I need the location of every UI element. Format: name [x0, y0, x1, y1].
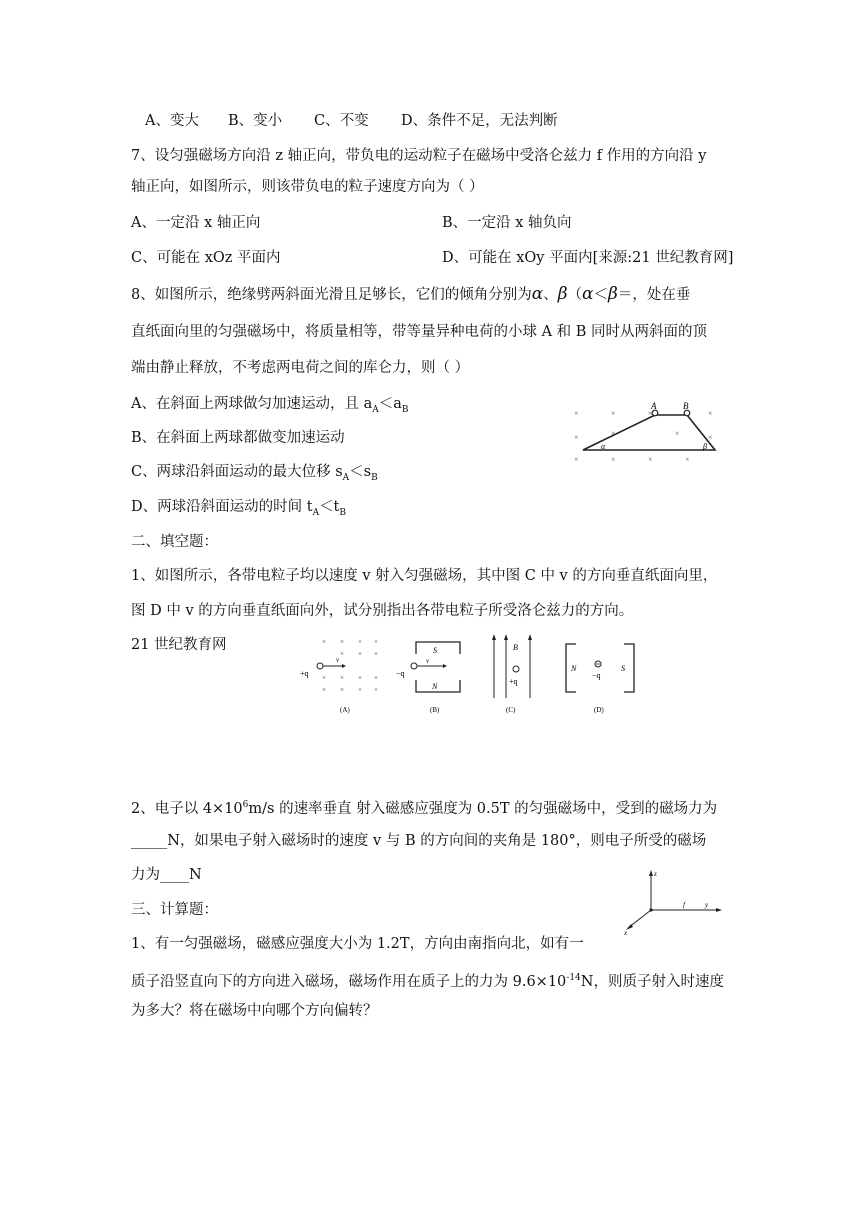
q7-stem-line1: 7、设匀强磁场方向沿 z 轴正向，带负电的运动粒子在磁场中受洛仑兹力 f 作用的方向沿 y	[131, 148, 707, 164]
q6-option-b: B、变小	[228, 113, 283, 129]
svg-text:×: ×	[340, 650, 344, 658]
svg-text:×: ×	[322, 674, 326, 682]
charge-label-d: −q	[592, 671, 601, 680]
figure-d	[566, 644, 634, 714]
charge-label-a: +q	[300, 669, 309, 678]
label-b: B	[683, 401, 689, 411]
q6-option-c: C、不变	[314, 113, 369, 129]
caption-b: (B)	[430, 706, 440, 714]
pole-n-label-d: N	[571, 664, 577, 673]
calc-q1-text-end: N，则质子射入时速度	[580, 973, 724, 990]
q7-stem-line2: 轴正向，如图所示，则该带负电的粒子速度方向为（ ）	[131, 179, 484, 195]
magnetic-field-crosses	[574, 409, 713, 464]
fill-q2-text-end: m/s 的速率垂直 射入磁感应强度为 0.5T 的匀强磁场中，受到的磁场力为	[248, 800, 718, 817]
svg-text:×: ×	[322, 638, 326, 646]
svg-text:×: ×	[611, 409, 616, 418]
q8-option-a	[131, 394, 409, 420]
wedge-figure	[568, 400, 728, 466]
q6-option-d: D、条件不足，无法判断	[401, 113, 558, 129]
subscript-a: A	[342, 472, 350, 483]
axis-z-label: z	[654, 870, 657, 878]
q7-option-c: C、可能在 xOz 平面内	[131, 250, 281, 266]
svg-text:×: ×	[685, 455, 690, 464]
q8-option-c	[131, 462, 378, 488]
caption-c: (C)	[506, 706, 516, 714]
svg-text:×: ×	[374, 650, 378, 658]
field-label-c: B	[513, 643, 518, 652]
q8-option-a-lt: ＜a	[378, 396, 402, 412]
q8-option-c-lt: ＜s	[349, 464, 372, 480]
subscript-a: A	[312, 507, 320, 518]
figure-a	[300, 638, 378, 714]
q8-option-b: B、在斜面上两球都做变加速运动	[131, 430, 345, 446]
q7-option-a: A、一定沿 x 轴正向	[131, 215, 261, 231]
fill-q1-line2: 图 D 中 v 的方向垂直纸面向外，试分别指出各带电粒子所受洛仑兹力的方向。	[131, 603, 634, 619]
label-a: A	[651, 401, 657, 411]
q8-stem-text: 8、如图所示，绝缘劈两斜面光滑且足够长，它们的倾角分别为	[131, 287, 532, 303]
charge-label-c: +q	[509, 677, 518, 686]
axis-x-label: x	[624, 929, 628, 936]
q8-sep: 、	[543, 287, 558, 303]
caption-a: (A)	[340, 706, 350, 714]
force-label: f	[683, 901, 685, 909]
svg-text:×: ×	[374, 686, 378, 694]
beta-angle-label: β	[703, 442, 707, 451]
svg-text:×: ×	[358, 638, 362, 646]
q8-stem-line2: 直纸面向里的匀强磁场中，将质量相等，带等量异种电荷的小球 A 和 B 同时从两斜面的顶	[131, 324, 708, 340]
fill-q2-line2: _____N，如果电子射入磁场时的速度 v 与 B 的方向间的夹角是 180°，则电子所受的磁场	[131, 833, 707, 849]
alpha-symbol-2: α	[582, 284, 594, 304]
svg-text:×: ×	[611, 455, 616, 464]
q7-option-b: B、一定沿 x 轴负向	[442, 215, 572, 231]
svg-text:×: ×	[358, 674, 362, 682]
svg-text:×: ×	[340, 638, 344, 646]
svg-text:×: ×	[374, 674, 378, 682]
q8-open-paren: （	[567, 287, 583, 303]
svg-text:×: ×	[648, 455, 653, 464]
charge-label-b: −q	[396, 669, 405, 678]
svg-text:×: ×	[611, 429, 616, 438]
calc-q1-text: 质子沿竖直向下的方向进入磁场，磁场作用在质子上的力为 9.6×10	[131, 973, 567, 990]
ball-a	[652, 410, 658, 416]
figure-c	[492, 634, 532, 714]
axis-y-label: y	[705, 901, 709, 909]
alpha-angle-label: α	[601, 442, 606, 451]
q8-option-d	[131, 497, 346, 523]
svg-text:×: ×	[340, 686, 344, 694]
subscript-a: A	[372, 404, 379, 415]
calc-q1-line2	[131, 968, 724, 992]
fill-q2-text: 2、电子以 4×10	[131, 800, 243, 817]
svg-text:×: ×	[340, 674, 344, 682]
svg-text:×: ×	[322, 686, 326, 694]
svg-text:×: ×	[574, 409, 579, 418]
pole-s-label-b: S	[433, 646, 437, 655]
axis-figure	[618, 866, 728, 936]
pole-s-label-d: S	[621, 664, 625, 673]
fill-q2-line1	[131, 795, 717, 819]
velocity-label-a: v	[336, 656, 340, 664]
svg-text:×: ×	[708, 409, 713, 418]
fill-heading: 二、填空题：	[131, 534, 218, 550]
svg-text:×: ×	[374, 638, 378, 646]
svg-text:×: ×	[675, 429, 680, 438]
velocity-label-b: v	[426, 657, 430, 665]
q7-option-d: D、可能在 xOy 平面内[来源:21 世纪教育网]	[442, 250, 734, 266]
q8-stem-line3: 端由静止释放，不考虑两电荷之间的库仑力，则（ ）	[131, 360, 470, 376]
q8-stem-line1	[131, 284, 690, 305]
svg-text:×: ×	[358, 686, 362, 694]
q8-option-d-text: D、两球沿斜面运动的时间 t	[131, 499, 313, 515]
subscript-b: B	[401, 404, 409, 415]
q8-lt: ＜	[593, 287, 609, 303]
q8-option-c-text: C、两球沿斜面运动的最大位移 s	[131, 464, 343, 480]
q6-option-a: A、变大	[145, 113, 199, 129]
exponent: 6	[242, 800, 249, 810]
beta-symbol: β	[557, 284, 568, 304]
q8-option-a-text: A、在斜面上两球做匀加速运动，且 a	[131, 396, 373, 412]
calc-q1-line3: 为多大？将在磁场中向哪个方向偏转？	[131, 1003, 378, 1019]
fill-q1-line1: 1、如图所示，各带电粒子均以速度 v 射入匀强磁场，其中图 C 中 v 的方向垂直纸面向里，	[131, 568, 718, 584]
calc-heading: 三、计算题：	[131, 902, 218, 918]
figure-b	[396, 642, 460, 714]
alpha-symbol: α	[531, 284, 544, 304]
caption-d: (D)	[594, 706, 604, 714]
subscript-b: B	[339, 507, 347, 518]
fill-q2-line3: 力为____N	[131, 867, 202, 883]
svg-text:×: ×	[574, 433, 579, 442]
subscript-b: B	[371, 472, 378, 483]
ball-b	[684, 410, 690, 416]
beta-symbol-2: β	[608, 284, 618, 304]
q8-eq: ＝	[617, 287, 633, 303]
pole-n-label-b: N	[432, 682, 438, 691]
calc-q1-line1: 1、有一匀强磁场，磁感应强度大小为 1.2T，方向由南指向北，如有一	[131, 936, 584, 952]
svg-text:×: ×	[358, 650, 362, 658]
watermark-text: 21 世纪教育网	[131, 637, 227, 653]
exponent: -14	[566, 973, 581, 983]
particle-figures	[296, 632, 648, 716]
svg-text:×: ×	[574, 455, 579, 464]
q8-stem-text-end: ，处在垂	[632, 287, 691, 303]
svg-text:×: ×	[708, 433, 713, 442]
svg-text:×: ×	[648, 409, 653, 418]
q8-option-d-lt: ＜t	[319, 499, 340, 515]
